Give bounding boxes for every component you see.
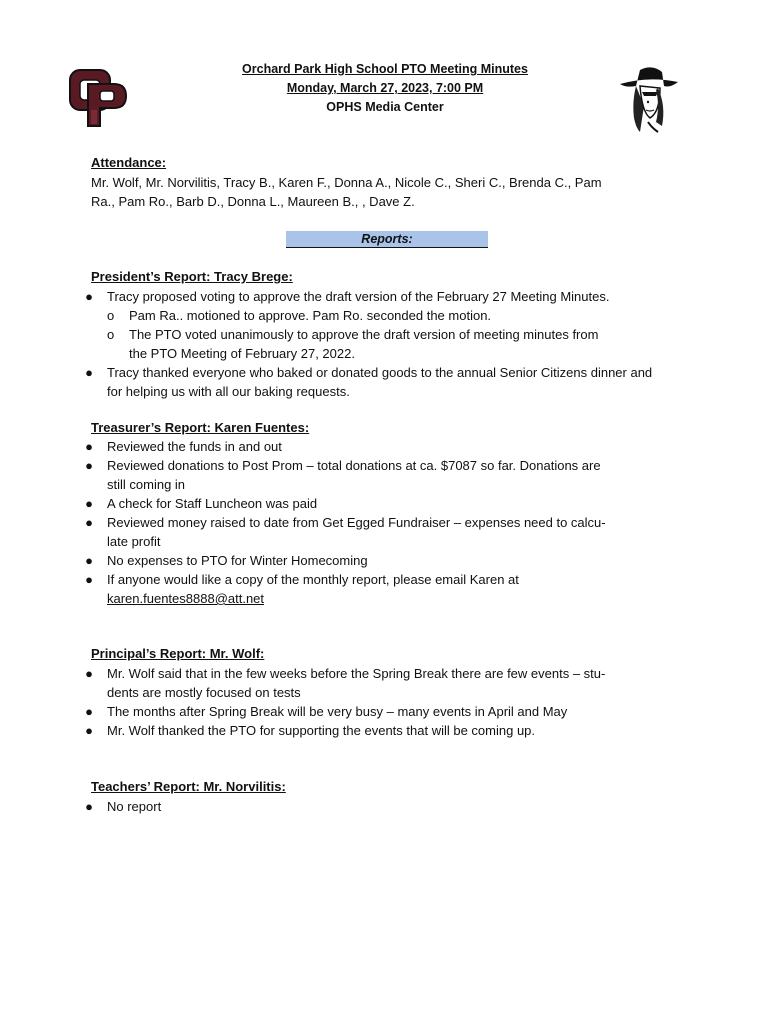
list-item: ● The months after Spring Break will be very busy – many events in April and May bbox=[85, 704, 568, 719]
bullet-icon: ● bbox=[85, 704, 93, 719]
school-logo-icon bbox=[66, 64, 130, 128]
teachers-report-list bbox=[84, 797, 161, 816]
list-item: ● If anyone would like a copy of the monthly report, please email Karen at karen.fuentes8888@att.net bbox=[84, 570, 606, 608]
bullet-icon: ● bbox=[85, 289, 93, 304]
meeting-date: Monday, March 27, 2023, 7:00 PM bbox=[286, 81, 484, 95]
email-link[interactable]: karen.fuentes8888@att.net bbox=[107, 591, 265, 606]
reports-heading: Reports: bbox=[286, 231, 488, 248]
list-item: ● Mr. Wolf thanked the PTO for supporting the events that will be coming up. bbox=[85, 723, 536, 738]
sub-bullet-icon: o bbox=[107, 308, 115, 323]
principal-report-heading: Principal’s Report: Mr. Wolf: bbox=[91, 646, 265, 661]
bullet-icon: ● bbox=[85, 666, 93, 681]
president-report-list bbox=[84, 287, 652, 401]
document-header bbox=[180, 60, 590, 117]
list-item: ● Tracy thanked everyone who baked or donated goods to the annual Senior Citizens dinner and for helping us with all our baking requests. bbox=[85, 365, 653, 399]
attendance-heading: Attendance: bbox=[91, 155, 167, 170]
pirate-mascot-icon bbox=[618, 62, 680, 134]
list-item: ● Mr. Wolf said that in the few weeks before the Spring Break there are few events – stu- dents are mostly focused on tests bbox=[85, 666, 606, 700]
list-item: o The PTO voted unanimously to approve the draft version of meeting minutes from the PTO Meeting of February 27, 2022. bbox=[107, 327, 599, 361]
list-item: ● A check for Staff Luncheon was paid bbox=[85, 496, 318, 511]
bullet-icon: ● bbox=[85, 439, 93, 454]
sub-bullet-icon: o bbox=[107, 327, 115, 342]
teachers-report-heading: Teachers’ Report: Mr. Norvilitis: bbox=[91, 779, 286, 794]
bullet-icon: ● bbox=[85, 553, 93, 568]
list-item: ● No report bbox=[85, 799, 162, 814]
meeting-location: OPHS Media Center bbox=[326, 100, 444, 114]
list-item: ● Tracy proposed voting to approve the draft version of the February 27 Meeting Minutes. o Pam Ra.. motioned to approve. Pam Ro. seconded the motion. o The PTO voted unanimously to approve the draft version of meeting minutes from the PTO Meeting of February 27, 2022. bbox=[84, 287, 652, 363]
bullet-icon: ● bbox=[85, 496, 93, 511]
treasurer-report-list bbox=[84, 437, 606, 608]
bullet-icon: ● bbox=[85, 723, 93, 738]
document-title: Orchard Park High School PTO Meeting Minutes bbox=[242, 62, 528, 76]
bullet-icon: ● bbox=[85, 515, 93, 530]
bullet-icon: ● bbox=[85, 799, 93, 814]
list-item: o Pam Ra.. motioned to approve. Pam Ro. seconded the motion. bbox=[107, 308, 492, 323]
bullet-icon: ● bbox=[85, 458, 93, 473]
list-item: ● Reviewed the funds in and out bbox=[85, 439, 282, 454]
bullet-icon: ● bbox=[85, 365, 93, 380]
attendance-list: Mr. Wolf, Mr. Norvilitis, Tracy B., Karen F., Donna A., Nicole C., Sheri C., Brenda C., Pam Ra., Pam Ro., Barb D., Donna L., Maureen B., , Dave Z. bbox=[91, 175, 602, 209]
list-item: ● No expenses to PTO for Winter Homecoming bbox=[85, 553, 368, 568]
president-report-heading: President’s Report: Tracy Brege: bbox=[91, 269, 293, 284]
principal-report-list bbox=[84, 664, 605, 740]
treasurer-report-heading: Treasurer’s Report: Karen Fuentes: bbox=[91, 420, 310, 435]
bullet-icon: ● bbox=[85, 572, 93, 587]
list-item: ● Reviewed money raised to date from Get Egged Fundraiser – expenses need to calcu- late profit bbox=[85, 515, 606, 549]
list-item: ● Reviewed donations to Post Prom – total donations at ca. $7087 so far. Donations are still coming in bbox=[85, 458, 601, 492]
